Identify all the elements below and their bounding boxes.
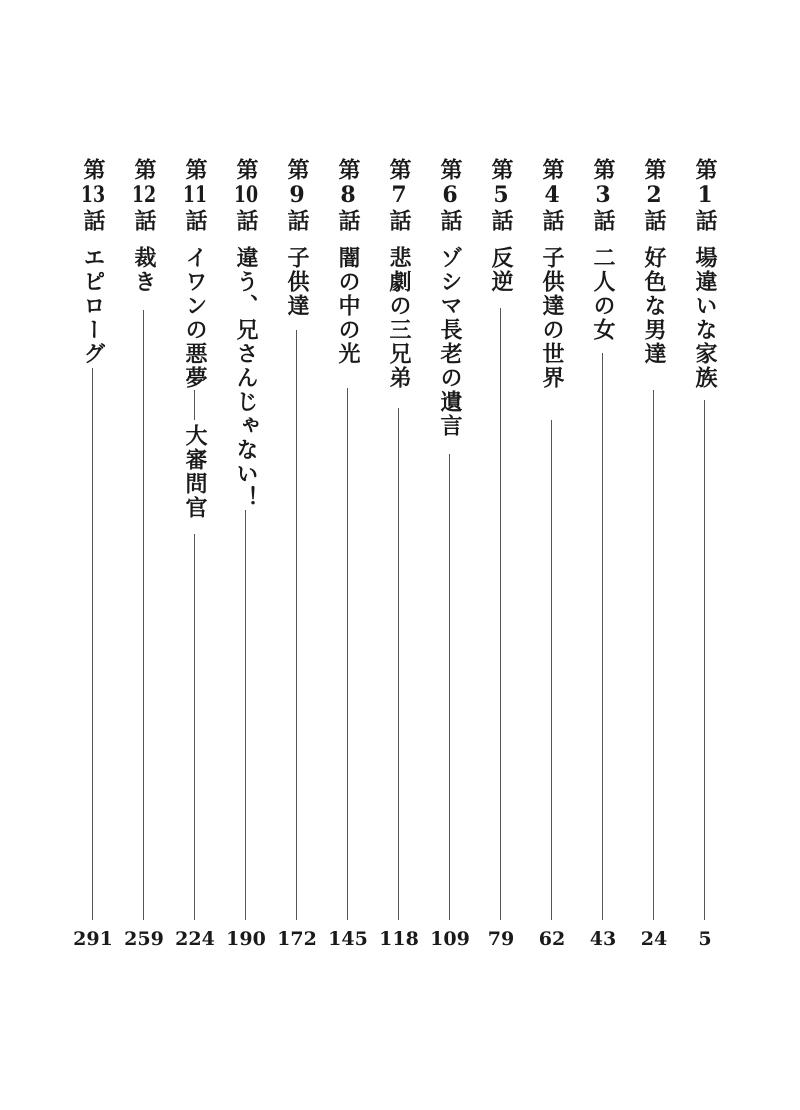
chapter-title: 場違いな家族 bbox=[692, 246, 718, 390]
toc-entry-chapter-2[interactable] bbox=[632, 158, 676, 953]
chapter-title: 悲劇の三兄弟 bbox=[386, 246, 412, 390]
toc-entry-chapter-7[interactable] bbox=[377, 158, 421, 953]
page-number: 43 bbox=[589, 928, 617, 950]
chapter-title: 子供達 bbox=[284, 246, 310, 318]
chapter-label bbox=[377, 158, 421, 232]
chapter-prefix: 第 bbox=[80, 158, 106, 181]
chapter-suffix: 話 bbox=[233, 209, 259, 232]
chapter-number: 7 bbox=[391, 184, 407, 206]
chapter-label bbox=[122, 158, 166, 232]
chapter-number: 4 bbox=[544, 184, 560, 206]
chapter-suffix: 話 bbox=[284, 209, 310, 232]
chapter-title: ゾシマ長老の遺言 bbox=[437, 246, 463, 438]
page-number: 109 bbox=[430, 928, 470, 950]
toc-entry-chapter-6[interactable] bbox=[428, 158, 472, 953]
chapter-label bbox=[71, 158, 115, 232]
chapter-title: 闇の中の光 bbox=[335, 246, 361, 366]
chapter-subtitle: 大審問官 bbox=[182, 424, 208, 520]
page-number: 24 bbox=[640, 928, 668, 950]
chapter-prefix: 第 bbox=[386, 158, 412, 181]
chapter-prefix: 第 bbox=[692, 158, 718, 181]
toc-entry-chapter-8[interactable] bbox=[326, 158, 370, 953]
chapter-suffix: 話 bbox=[386, 209, 412, 232]
chapter-label bbox=[530, 158, 574, 232]
leader-line bbox=[500, 308, 501, 920]
chapter-number: 6 bbox=[442, 184, 458, 206]
leader-line bbox=[245, 510, 246, 920]
chapter-suffix: 話 bbox=[488, 209, 514, 232]
chapter-number: 2 bbox=[646, 184, 662, 206]
page-number: 79 bbox=[487, 928, 515, 950]
chapter-number: 8 bbox=[340, 184, 356, 206]
toc-entry-chapter-1[interactable] bbox=[683, 158, 727, 953]
chapter-title: 違う、兄さんじゃない！ bbox=[233, 246, 259, 510]
chapter-title: 二人の女 bbox=[590, 246, 616, 342]
leader-line bbox=[194, 390, 195, 420]
chapter-suffix: 話 bbox=[590, 209, 616, 232]
leader-line bbox=[92, 368, 93, 920]
toc-entry-chapter-10[interactable] bbox=[224, 158, 268, 953]
page-number: 145 bbox=[328, 928, 368, 950]
chapter-label bbox=[224, 158, 268, 232]
chapter-title: 子供達の世界 bbox=[539, 246, 565, 390]
leader-line bbox=[143, 310, 144, 920]
page-number: 5 bbox=[698, 928, 712, 950]
leader-line bbox=[704, 400, 705, 920]
chapter-title: エピローグ bbox=[80, 246, 106, 366]
chapter-prefix: 第 bbox=[590, 158, 616, 181]
toc-entry-chapter-12[interactable] bbox=[122, 158, 166, 953]
chapter-label bbox=[632, 158, 676, 232]
chapter-number: 12 bbox=[131, 184, 157, 206]
chapter-label bbox=[173, 158, 217, 232]
chapter-label bbox=[581, 158, 625, 232]
chapter-number: 9 bbox=[289, 184, 305, 206]
chapter-label bbox=[683, 158, 727, 232]
leader-line bbox=[347, 388, 348, 920]
leader-line bbox=[602, 353, 603, 920]
toc-entry-chapter-4[interactable] bbox=[530, 158, 574, 953]
chapter-suffix: 話 bbox=[437, 209, 463, 232]
toc-entry-chapter-11[interactable] bbox=[173, 158, 217, 953]
chapter-number: 10 bbox=[233, 184, 259, 206]
page-number: 190 bbox=[226, 928, 266, 950]
chapter-title: 裁き bbox=[131, 246, 157, 294]
chapter-suffix: 話 bbox=[641, 209, 667, 232]
chapter-label bbox=[326, 158, 370, 232]
chapter-label bbox=[275, 158, 319, 232]
leader-line bbox=[194, 534, 195, 920]
page-number: 118 bbox=[379, 928, 419, 950]
chapter-number: 11 bbox=[182, 184, 208, 206]
chapter-number: 3 bbox=[595, 184, 611, 206]
leader-line bbox=[551, 420, 552, 920]
chapter-suffix: 話 bbox=[80, 209, 106, 232]
chapter-suffix: 話 bbox=[131, 209, 157, 232]
toc-entry-chapter-3[interactable] bbox=[581, 158, 625, 953]
chapter-prefix: 第 bbox=[539, 158, 565, 181]
leader-line bbox=[653, 390, 654, 920]
chapter-prefix: 第 bbox=[233, 158, 259, 181]
chapter-title: イワンの悪夢 bbox=[182, 246, 208, 390]
chapter-suffix: 話 bbox=[335, 209, 361, 232]
page-number: 259 bbox=[124, 928, 164, 950]
chapter-label bbox=[479, 158, 523, 232]
chapter-number: 13 bbox=[80, 184, 106, 206]
chapter-title: 反逆 bbox=[488, 246, 514, 294]
chapter-prefix: 第 bbox=[488, 158, 514, 181]
toc-entry-chapter-5[interactable] bbox=[479, 158, 523, 953]
leader-line bbox=[296, 330, 297, 920]
leader-line bbox=[449, 454, 450, 920]
leader-line bbox=[398, 408, 399, 920]
page-number: 224 bbox=[175, 928, 215, 950]
toc-entry-chapter-13[interactable] bbox=[71, 158, 115, 953]
chapter-number: 5 bbox=[493, 184, 509, 206]
chapter-suffix: 話 bbox=[182, 209, 208, 232]
chapter-prefix: 第 bbox=[641, 158, 667, 181]
chapter-prefix: 第 bbox=[335, 158, 361, 181]
toc-entry-chapter-9[interactable] bbox=[275, 158, 319, 953]
chapter-prefix: 第 bbox=[284, 158, 310, 181]
page-number: 291 bbox=[73, 928, 113, 950]
chapter-suffix: 話 bbox=[692, 209, 718, 232]
chapter-prefix: 第 bbox=[437, 158, 463, 181]
chapter-prefix: 第 bbox=[182, 158, 208, 181]
page-number: 172 bbox=[277, 928, 317, 950]
chapter-title: 好色な男達 bbox=[641, 246, 667, 366]
chapter-label bbox=[428, 158, 472, 232]
chapter-prefix: 第 bbox=[131, 158, 157, 181]
chapter-number: 1 bbox=[697, 184, 713, 206]
chapter-suffix: 話 bbox=[539, 209, 565, 232]
page-number: 62 bbox=[538, 928, 566, 950]
